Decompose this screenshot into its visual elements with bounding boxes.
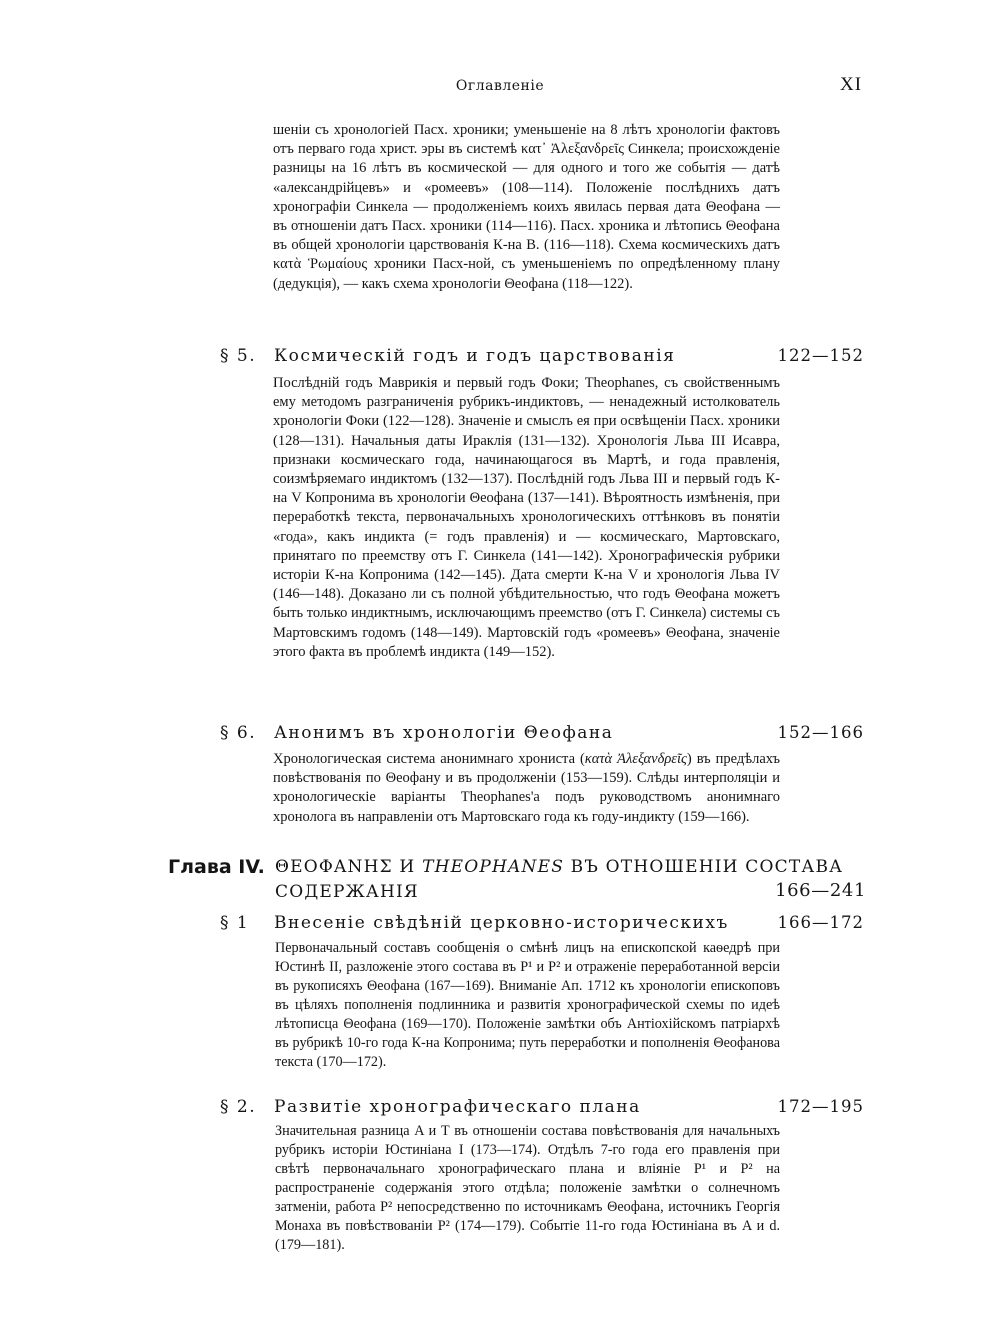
section-6-summary bbox=[273, 750, 780, 827]
chapter-title-second-line: СОДЕРЖАНІЯ bbox=[275, 882, 419, 902]
section-5-summary: Послѣдній годъ Маврикія и первый годъ Фоки; Theophanes, съ свойственнымъ ему методомъ разграниченія рубрикъ-индиктовъ, — ненадежный истолкователь хронологіи Фоки (122—128). Значеніе и смыслъ ея при освѣщеніи Пасх. хроники (128—131). Начальныя даты Ираклія (131—132). Хронологія Льва III Исавра, признаки космическаго года, начинающагося въ Мартѣ, и года правленія, соизмѣряемаго индиктомъ (132—137). Послѣдній годъ Льва III и первый годъ К-на V Копронима въ хронологіи Θеофана (137—141). Вѣроятность измѣненія, при переработкѣ текста, первоначальныхъ хронологическихъ оттѣнковъ въ понятіи «года», какъ индикта (= годъ правленія) и — космическаго, Мартовскаго, принятаго по преемству отъ Г. Синкела (141—142). Хронографическія рубрики исторіи К-на Копронима (142—145). Дата смерти К-на V и хронологія Льва IV (146—148). Доказано ли съ полной убѣдительностью, что годъ Θеофана можетъ быть только индиктнымъ, исключающимъ преемство (отъ Г. Синкела) системы съ Мартовскимъ годомъ (148—149). Мартовскій годъ «ромеевъ» Θеофана, значеніе этого факта въ проблемѣ индикта (149—152). bbox=[273, 375, 780, 660]
section-pages: 152—166 bbox=[777, 723, 864, 742]
chapter-title[interactable] bbox=[275, 857, 843, 877]
section-6-heading[interactable] bbox=[210, 723, 870, 749]
chapter-section-2-summary: Значительная разница A и T въ отношеніи состава повѣствованія для начальныхъ рубрикъ исторіи Юстиніана I (173—174). Отдѣлъ 7-го года его правленія при свѣтѣ первоначальнаго хронографическаго плана и вліяніе P¹ и P² на распространеніе содержанія этого отдѣла; положеніе замѣтки о солнечномъ затменіи, работа P² непосредственно по источникамъ Θеофана, источникъ Георгія Монаха въ повѣствованіи P² (174—179). Событіе 11-го года Юстиніана въ A и d. (179—181). bbox=[275, 1123, 780, 1253]
chapter-label: Глава IV. bbox=[168, 856, 265, 878]
chapter-section-2-heading[interactable] bbox=[210, 1097, 870, 1123]
section-title: Развитіе хронографическаго плана bbox=[274, 1097, 641, 1117]
summary-text: ) въ предѣлахъ повѣствованія по Θеофану и въ продолженіи (153—159). Слѣды интерполяціи и хронологическіе варіанты Theophanes'а подъ руководствомъ анонимнаго хронолога въ направленіи отъ Мартовскаго года къ году-индикту (159—166). bbox=[273, 751, 780, 825]
section-number: § 1 bbox=[220, 913, 250, 933]
section-number: § 5. bbox=[220, 346, 257, 366]
greek-phrase: κατὰ Ἀλεξανδρεῖς bbox=[584, 751, 687, 767]
section-number: § 2. bbox=[220, 1097, 257, 1117]
chapter-title-greek: ΘΕΟΦΑΝΗΣ И bbox=[275, 857, 416, 877]
section-title: Космическій годъ и годъ царствованія bbox=[274, 346, 676, 366]
summary-text: Хронологическая система анонимнаго хрониста ( bbox=[273, 751, 585, 767]
chapter-section-1-heading[interactable] bbox=[210, 913, 870, 939]
page-number: XI bbox=[840, 74, 863, 95]
section-pages: 172—195 bbox=[777, 1097, 864, 1116]
section-number: § 6. bbox=[220, 723, 257, 743]
chapter-section-1-summary: Первоначальный составъ сообщенія о смѣнѣ лицъ на епископской каѳедрѣ при Юстинѣ II, разложеніе этого состава въ P¹ и P² и отраженіе переработанной версіи въ рукописяхъ Θеофана (167—169). Вниманіе Ап. 1712 къ хронологіи епископовъ въ цѣляхъ пополненія подлинника и развитія хронографической схемы по идеѣ лѣтописца Θеофана (169—170). Положеніе замѣтки объ Антіохійскомъ патріархѣ въ рубрикѣ 10-го года К-на Копронима; путь переработки и пополненія Θеофанова текста (170—172). bbox=[275, 940, 780, 1070]
chapter-title-latin: THEOPHANES bbox=[422, 857, 565, 877]
chapter-pages: 166—241 bbox=[775, 880, 866, 901]
intro-paragraph: шеніи съ хронологіей Пасх. хроники; уменьшеніе на 8 лѣтъ хронологіи фактовъ отъ перваго года христ. эры въ системѣ κατ᾽ Ἀλεξανδρεῖς Синкела; происхожденіе разницы на 16 лѣтъ въ космической — для одного и того же событія — датѣ «александрійцевъ» и «ромеевъ» (108—114). Положеніе послѣднихъ датъ хронографіи Синкела — продолженіемъ коихъ явилась первая дата Θеофана — въ отношеніи датъ Пасх. хроники (114—116). Пасх. хроника и лѣтопись Θеофана въ общей хронологіи царствованія К-на В. (116—118). Схема космическихъ датъ κατὰ Ῥωμαίους хроники Пасх-ной, съ уменьшеніемъ по опредѣленному плану (дедукція), — какъ схема хронологіи Θеофана (118—122). bbox=[273, 122, 780, 292]
section-pages: 166—172 bbox=[777, 913, 864, 932]
running-head: Оглавленіе bbox=[455, 78, 545, 94]
chapter-title-rest: ВЪ ОТНОШЕНІИ СОСТАВА bbox=[570, 857, 844, 877]
section-title: Внесеніе свѣдѣній церковно-историческихъ bbox=[274, 913, 729, 933]
chapter-title-line2 bbox=[275, 882, 419, 902]
section-pages: 122—152 bbox=[777, 346, 864, 365]
section-title: Анонимъ въ хронологіи Θеофана bbox=[274, 723, 614, 743]
section-5-heading[interactable] bbox=[210, 346, 870, 372]
